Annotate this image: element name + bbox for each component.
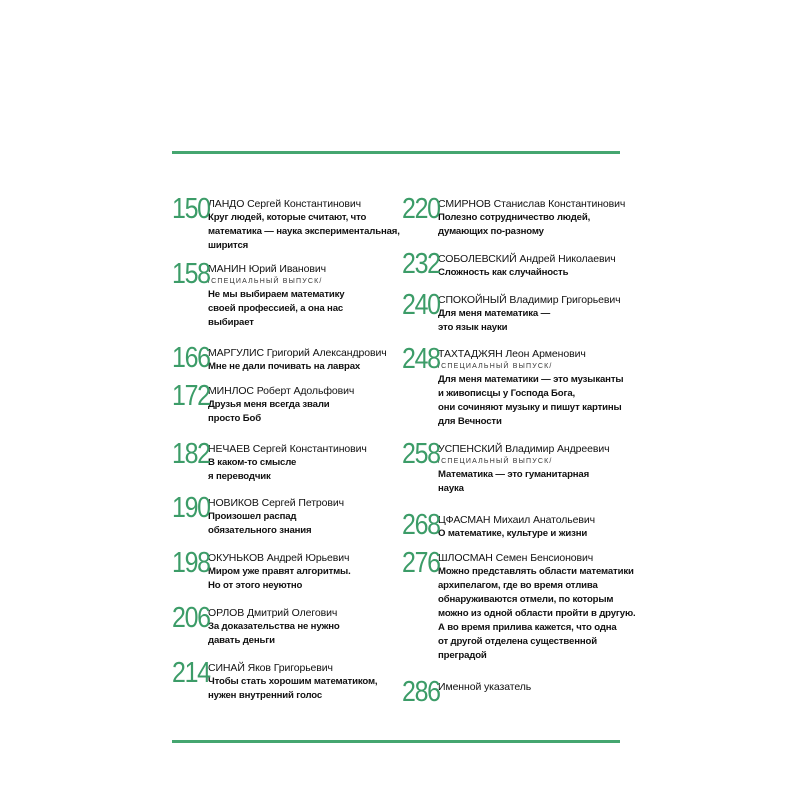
entry-body xyxy=(438,551,636,663)
page-number: 166 xyxy=(172,342,210,374)
author-name: Именной указатель xyxy=(438,681,532,693)
author-name: МИНЛОС Роберт Адольфович xyxy=(208,385,355,397)
article-title-line: математика — наука экспериментальная, xyxy=(208,226,400,237)
author-name: ОКУНЬКОВ Андрей Юрьевич xyxy=(208,552,350,564)
page-number: 286 xyxy=(402,676,440,708)
article-title-line: можно из одной области пройти в другую. xyxy=(438,608,636,619)
page-number: 198 xyxy=(172,547,210,579)
author-name: НОВИКОВ Сергей Петрович xyxy=(208,497,345,509)
entry-body xyxy=(208,197,400,253)
toc-entry[interactable] xyxy=(402,289,621,335)
toc-entry[interactable] xyxy=(172,380,355,426)
bottom-divider xyxy=(172,740,620,743)
top-divider xyxy=(172,151,620,154)
toc-entry[interactable] xyxy=(402,438,610,496)
author-name: СИНАЙ Яков Григорьевич xyxy=(208,662,333,674)
page-number: 182 xyxy=(172,438,210,470)
author-name: НЕЧАЕВ Сергей Константинович xyxy=(208,443,367,455)
article-title-line: О математике, культуре и жизни xyxy=(438,528,588,539)
article-title-line: своей профессией, а она нас xyxy=(208,303,344,314)
toc-entry[interactable] xyxy=(172,193,400,253)
page-number: 276 xyxy=(402,547,440,579)
article-title-line: Произошел распад xyxy=(208,511,297,522)
author-name: ЦФАСМАН Михаил Анатольевич xyxy=(438,514,595,526)
entry-body xyxy=(208,496,344,538)
article-title-line: от другой отделена существенной xyxy=(438,636,597,647)
entry-body xyxy=(208,442,367,484)
page-number: 172 xyxy=(172,380,210,412)
article-title-line: обнаруживаются отмели, по которым xyxy=(438,594,614,605)
toc-entry[interactable] xyxy=(172,342,387,374)
article-title-line: А во время прилива кажется, что одна xyxy=(438,622,617,633)
author-name: МАРГУЛИС Григорий Александрович xyxy=(208,347,387,359)
toc-entry[interactable] xyxy=(172,657,378,703)
article-title-line: Но от этого неуютно xyxy=(208,580,303,591)
entry-body xyxy=(438,293,620,335)
special-issue-tag: /СПЕЦИАЛЬНЫЙ ВЫПУСК/ xyxy=(438,458,553,465)
article-title-line: наука xyxy=(438,483,464,494)
toc-entry[interactable] xyxy=(402,193,626,239)
article-title-line: Друзья меня всегда звали xyxy=(208,399,330,410)
author-name: МАНИН Юрий Иванович xyxy=(208,263,326,275)
toc-entry[interactable] xyxy=(172,602,340,648)
article-title-line: Круг людей, которые считают, что xyxy=(208,212,367,223)
article-title-line: они сочиняют музыку и пишут картины xyxy=(438,402,622,413)
article-title-line: Для меня математика — xyxy=(438,308,551,319)
toc-entry[interactable] xyxy=(402,547,636,663)
page-number: 190 xyxy=(172,492,210,524)
page-number: 268 xyxy=(402,509,440,541)
toc-entry[interactable] xyxy=(172,547,351,593)
author-name: СПОКОЙНЫЙ Владимир Григорьевич xyxy=(438,294,621,306)
special-issue-tag: /СПЕЦИАЛЬНЫЙ ВЫПУСК/ xyxy=(438,363,553,370)
entry-body xyxy=(438,347,623,429)
article-title-line: Полезно сотрудничество людей, xyxy=(438,212,591,223)
page-number: 206 xyxy=(172,602,210,634)
author-name: ОРЛОВ Дмитрий Олегович xyxy=(208,607,338,619)
article-title-line: давать деньги xyxy=(208,635,275,646)
article-title-line: Сложность как случайность xyxy=(438,267,569,278)
author-name: ТАХТАДЖЯН Леон Арменович xyxy=(438,348,586,360)
toc-entry[interactable] xyxy=(172,438,367,484)
entry-body xyxy=(208,346,387,374)
entry-body xyxy=(208,606,340,648)
article-title-line: В каком-то смысле xyxy=(208,457,297,468)
article-title-line: для Вечности xyxy=(438,416,502,427)
author-name: ШЛОСМАН Семен Бенсионович xyxy=(438,552,594,564)
toc-entry[interactable] xyxy=(402,248,616,280)
article-title-line: выбирает xyxy=(208,317,254,328)
article-title-line: Мне не дали почивать на лаврах xyxy=(208,361,361,372)
article-title-line: Миром уже правят алгоритмы. xyxy=(208,566,351,577)
page-number: 158 xyxy=(172,258,210,290)
toc-entry[interactable] xyxy=(402,343,624,429)
page-number: 248 xyxy=(402,343,440,375)
toc-entry[interactable] xyxy=(402,676,532,708)
page-number: 150 xyxy=(172,193,210,225)
article-title-line: это язык науки xyxy=(438,322,508,333)
page-number: 258 xyxy=(402,438,440,470)
page-number: 240 xyxy=(402,289,440,321)
article-title-line: и живописцы у Господа Бога, xyxy=(438,388,576,399)
entry-body xyxy=(208,661,377,703)
entry-body xyxy=(438,197,625,239)
author-name: УСПЕНСКИЙ Владимир Андреевич xyxy=(438,443,610,455)
entry-body xyxy=(438,442,609,496)
article-title-line: архипелагом, где во время отлива xyxy=(438,580,598,591)
article-title-line: обязательного знания xyxy=(208,525,312,536)
entry-body xyxy=(438,252,616,280)
toc-entry[interactable] xyxy=(402,509,595,541)
article-title-line: Для меня математики — это музыканты xyxy=(438,374,624,385)
author-name: ЛАНДО Сергей Константинович xyxy=(208,198,362,210)
toc-entry[interactable] xyxy=(172,492,345,538)
article-title-line: За доказательства не нужно xyxy=(208,621,340,632)
entry-body xyxy=(208,384,354,426)
article-title-line: Не мы выбираем математику xyxy=(208,289,345,300)
author-name: СОБОЛЕВСКИЙ Андрей Николаевич xyxy=(438,253,616,265)
entry-body xyxy=(438,680,531,694)
article-title-line: я переводчик xyxy=(208,471,271,482)
page-number: 214 xyxy=(172,657,210,689)
entry-body xyxy=(208,551,351,593)
author-name: СМИРНОВ Станислав Константинович xyxy=(438,198,626,210)
article-title-line: Чтобы стать хорошим математиком, xyxy=(208,676,378,687)
article-title-line: просто Боб xyxy=(208,413,262,424)
article-title-line: ширится xyxy=(208,240,249,251)
entry-body xyxy=(438,513,595,541)
article-title-line: нужен внутренний голос xyxy=(208,690,323,701)
page-number: 232 xyxy=(402,248,440,280)
article-title-line: Математика — это гуманитарная xyxy=(438,469,590,480)
special-issue-tag: /СПЕЦИАЛЬНЫЙ ВЫПУСК/ xyxy=(208,278,323,285)
page-number: 220 xyxy=(402,193,440,225)
entry-body xyxy=(208,262,344,330)
article-title-line: преградой xyxy=(438,650,487,661)
article-title-line: думающих по-разному xyxy=(438,226,544,237)
article-title-line: Можно представлять области математики xyxy=(438,566,634,577)
toc-entry[interactable] xyxy=(172,258,345,330)
